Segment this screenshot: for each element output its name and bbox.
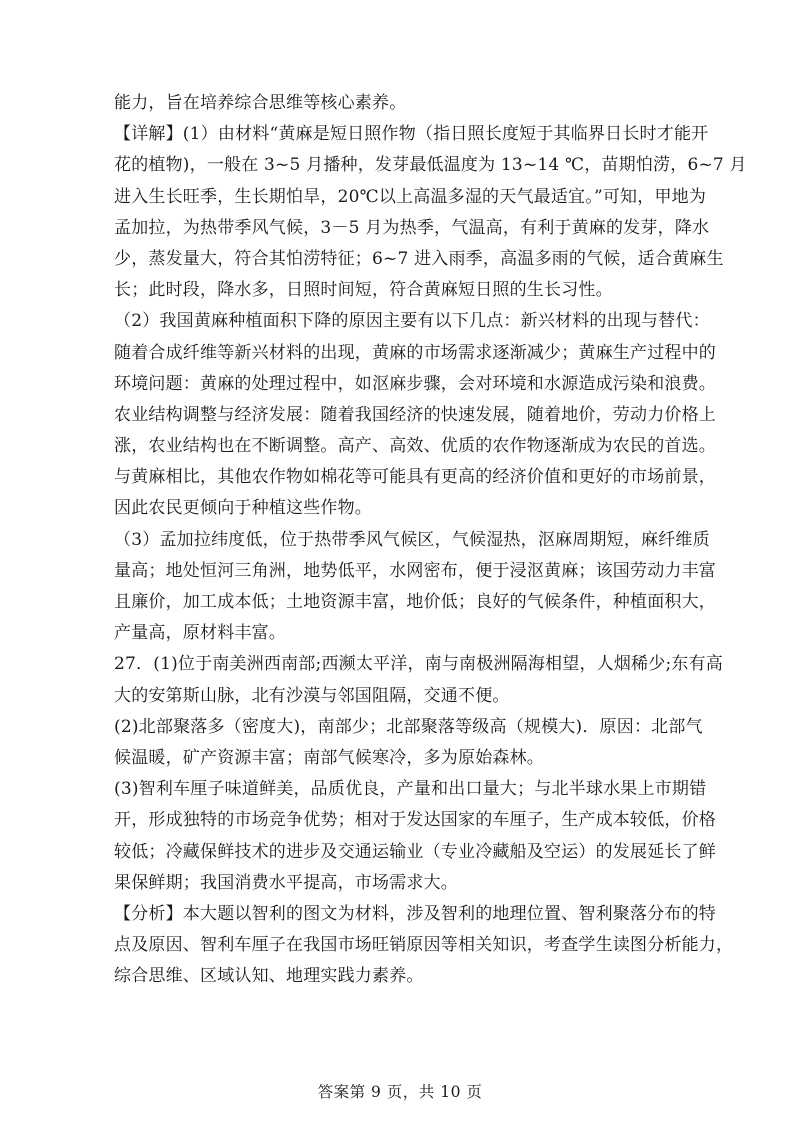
text-line: 能力，旨在培养综合思维等核心素养。 [114, 93, 407, 113]
text-line: 农业结构调整与经济发展：随着我国经济的快速发展，随着地价，劳动力价格上 [114, 404, 716, 425]
text-line: 与黄麻相比，其他农作物如棉花等可能具有更高的经济价值和更好的市场前景， [114, 467, 716, 488]
text-line: 长；此时段，降水多，日照时间短，符合黄麻短日照的生长习性。 [114, 280, 613, 301]
text-line: 大的安第斯山脉，北有沙漠与邻国阻隔，交通不便。 [114, 685, 510, 706]
text-line: （3）孟加拉纬度低，位于热带季风气候区，气候湿热，沤麻周期短，麻纤维质 [114, 529, 710, 550]
text-line: （2）我国黄麻种植面积下降的原因主要有以下几点：新兴材料的出现与替代： [114, 311, 710, 332]
text-line: (2)北部聚落多（密度大)，南部少；北部聚落等级高（规模大)．原因：北部气 [114, 716, 703, 737]
text-line: 综合思维、区域认知、地理实践力素养。 [114, 966, 424, 987]
text-line: 进入生长旺季，生长期怕旱，20℃以上高温多湿的天气最适宜。”可知，甲地为 [114, 186, 707, 207]
text-line: 【详解】(1）由材料“黄麻是短日照作物（指日照长度短于其临界日长时才能开 [114, 124, 709, 145]
text-line: 量高；地处恒河三角洲，地势低平，水网密布，便于浸沤黄麻；该国劳动力丰富 [114, 560, 716, 581]
text-line: (3)智利车厘子味道鲜美，品质优良，产量和出口量大；与北半球水果上市期错 [114, 779, 707, 800]
text-line: 花的植物)，一般在 3~5 月播种，发芽最低温度为 13~14 ℃，苗期怕涝，6~7 月 [114, 155, 747, 176]
text-line: 因此农民更倾向于种植这些作物。 [114, 498, 372, 519]
text-line: 27．(1)位于南美洲西南部;西濒太平洋，南与南极洲隔海相望，人烟稀少;东有高 [114, 654, 723, 675]
text-line: 较低；冷藏保鲜技术的进步及交通运输业（专业冷藏船及空运）的发展延长了鲜 [114, 841, 716, 862]
text-line: 果保鲜期；我国消费水平提高，市场需求大。 [114, 872, 458, 893]
text-line: 且廉价，加工成本低；土地资源丰富，地价低；良好的气候条件，种植面积大， [114, 592, 716, 612]
text-line: 候温暖，矿产资源丰富；南部气候寒冷，多为原始森林。 [114, 747, 544, 768]
text-line: 涨，农业结构也在不断调整。高产、高效、优质的农作物逐渐成为农民的首选。 [114, 436, 716, 457]
text-line: 点及原因、智利车厘子在我国市场旺销原因等相关知识，考查学生读图分析能力， [114, 935, 734, 956]
text-line: 产量高，原材料丰富。 [114, 623, 286, 644]
text-line: 孟加拉，为热带季风气候，3－5 月为热季，气温高，有利于黄麻的发芽，降水 [114, 217, 710, 238]
text-line: 环境问题：黄麻的处理过程中，如沤麻步骤，会对环境和水源造成污染和浪费。 [114, 373, 716, 394]
text-line: 少，蒸发量大，符合其怕涝特征；6~7 进入雨季，高温多雨的气候，适合黄麻生 [114, 248, 724, 269]
answer-text-body [114, 93, 747, 998]
text-line: 随着合成纤维等新兴材料的出现，黄麻的市场需求逐渐减少；黄麻生产过程中的 [114, 342, 716, 363]
text-line: 【分析】本大题以智利的图文为材料，涉及智利的地理位置、智利聚落分布的特 [114, 903, 716, 924]
page-footer: 答案第 9 页，共 10 页 [317, 1083, 483, 1101]
text-line: 开，形成独特的市场竞争优势；相对于发达国家的车厘子，生产成本较低，价格 [114, 810, 716, 831]
